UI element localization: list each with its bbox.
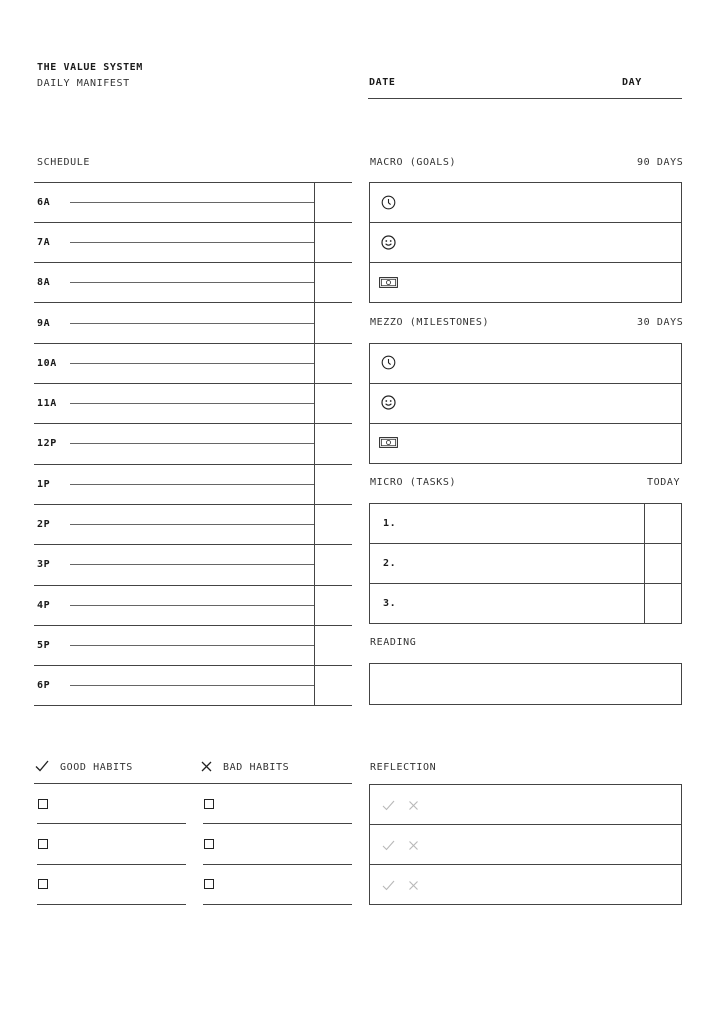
time-label: 8A <box>37 277 51 288</box>
task-number: 1. <box>383 518 397 529</box>
smiley-icon <box>381 235 396 250</box>
page-subtitle: DAILY MANIFEST <box>37 78 130 89</box>
time-label: 1P <box>37 479 51 490</box>
time-label: 7A <box>37 237 51 248</box>
time-entry-line[interactable] <box>70 282 314 283</box>
bad-habits-label: BAD HABITS <box>223 762 290 773</box>
cross-icon <box>201 761 212 772</box>
cross-icon[interactable] <box>408 880 419 891</box>
good-habit-line[interactable] <box>37 823 186 824</box>
time-label: 6P <box>37 680 51 691</box>
micro-label: MICRO (TASKS) <box>370 477 457 488</box>
time-label: 6A <box>37 197 51 208</box>
date-underline[interactable] <box>368 98 682 99</box>
day-label: DAY <box>622 77 642 88</box>
bad-habit-checkbox[interactable] <box>204 879 214 889</box>
time-entry-line[interactable] <box>70 564 314 565</box>
time-label: 2P <box>37 519 51 530</box>
time-label: 4P <box>37 600 51 611</box>
macro-box <box>369 182 682 303</box>
time-entry-line[interactable] <box>70 403 314 404</box>
time-entry-line[interactable] <box>70 363 314 364</box>
clock-icon <box>381 195 396 210</box>
reading-label: READING <box>370 637 417 648</box>
time-label: 12P <box>37 438 57 449</box>
schedule-label: SCHEDULE <box>37 157 90 168</box>
micro-period: TODAY <box>647 477 681 488</box>
page-title: THE VALUE SYSTEM <box>37 62 143 73</box>
reading-box[interactable] <box>369 663 682 705</box>
bad-habit-line[interactable] <box>203 904 352 905</box>
good-habit-checkbox[interactable] <box>38 799 48 809</box>
bad-habit-checkbox[interactable] <box>204 799 214 809</box>
mezzo-period: 30 DAYS <box>637 317 684 328</box>
time-label: 3P <box>37 559 51 570</box>
cross-icon[interactable] <box>408 840 419 851</box>
macro-label: MACRO (GOALS) <box>370 157 457 168</box>
bad-habit-line[interactable] <box>203 823 352 824</box>
bad-habit-checkbox[interactable] <box>204 839 214 849</box>
smiley-icon <box>381 395 396 410</box>
time-entry-line[interactable] <box>70 484 314 485</box>
mezzo-label: MEZZO (MILESTONES) <box>370 317 490 328</box>
good-habit-line[interactable] <box>37 904 186 905</box>
date-label: DATE <box>369 77 396 88</box>
time-entry-line[interactable] <box>70 685 314 686</box>
time-label: 10A <box>37 358 57 369</box>
time-entry-line[interactable] <box>70 645 314 646</box>
time-entry-line[interactable] <box>70 443 314 444</box>
good-habits-label: GOOD HABITS <box>60 762 133 773</box>
schedule-block <box>34 182 352 706</box>
good-habit-checkbox[interactable] <box>38 839 48 849</box>
checkmark-icon[interactable] <box>382 880 395 891</box>
checkmark-icon[interactable] <box>382 800 395 811</box>
checkmark-icon <box>35 760 49 772</box>
time-entry-line[interactable] <box>70 202 314 203</box>
money-icon <box>379 437 398 448</box>
time-label: 9A <box>37 318 51 329</box>
macro-period: 90 DAYS <box>637 157 684 168</box>
good-habit-checkbox[interactable] <box>38 879 48 889</box>
task-number: 3. <box>383 598 397 609</box>
time-entry-line[interactable] <box>70 242 314 243</box>
good-habit-line[interactable] <box>37 864 186 865</box>
habits-top-rule <box>34 783 352 784</box>
cross-icon[interactable] <box>408 800 419 811</box>
reflection-label: REFLECTION <box>370 762 437 773</box>
checkmark-icon[interactable] <box>382 840 395 851</box>
mezzo-box <box>369 343 682 464</box>
time-entry-line[interactable] <box>70 323 314 324</box>
task-number: 2. <box>383 558 397 569</box>
micro-box <box>369 503 682 624</box>
clock-icon <box>381 355 396 370</box>
time-entry-line[interactable] <box>70 524 314 525</box>
time-label: 5P <box>37 640 51 651</box>
money-icon <box>379 277 398 288</box>
bad-habit-line[interactable] <box>203 864 352 865</box>
time-label: 11A <box>37 398 57 409</box>
time-entry-line[interactable] <box>70 605 314 606</box>
